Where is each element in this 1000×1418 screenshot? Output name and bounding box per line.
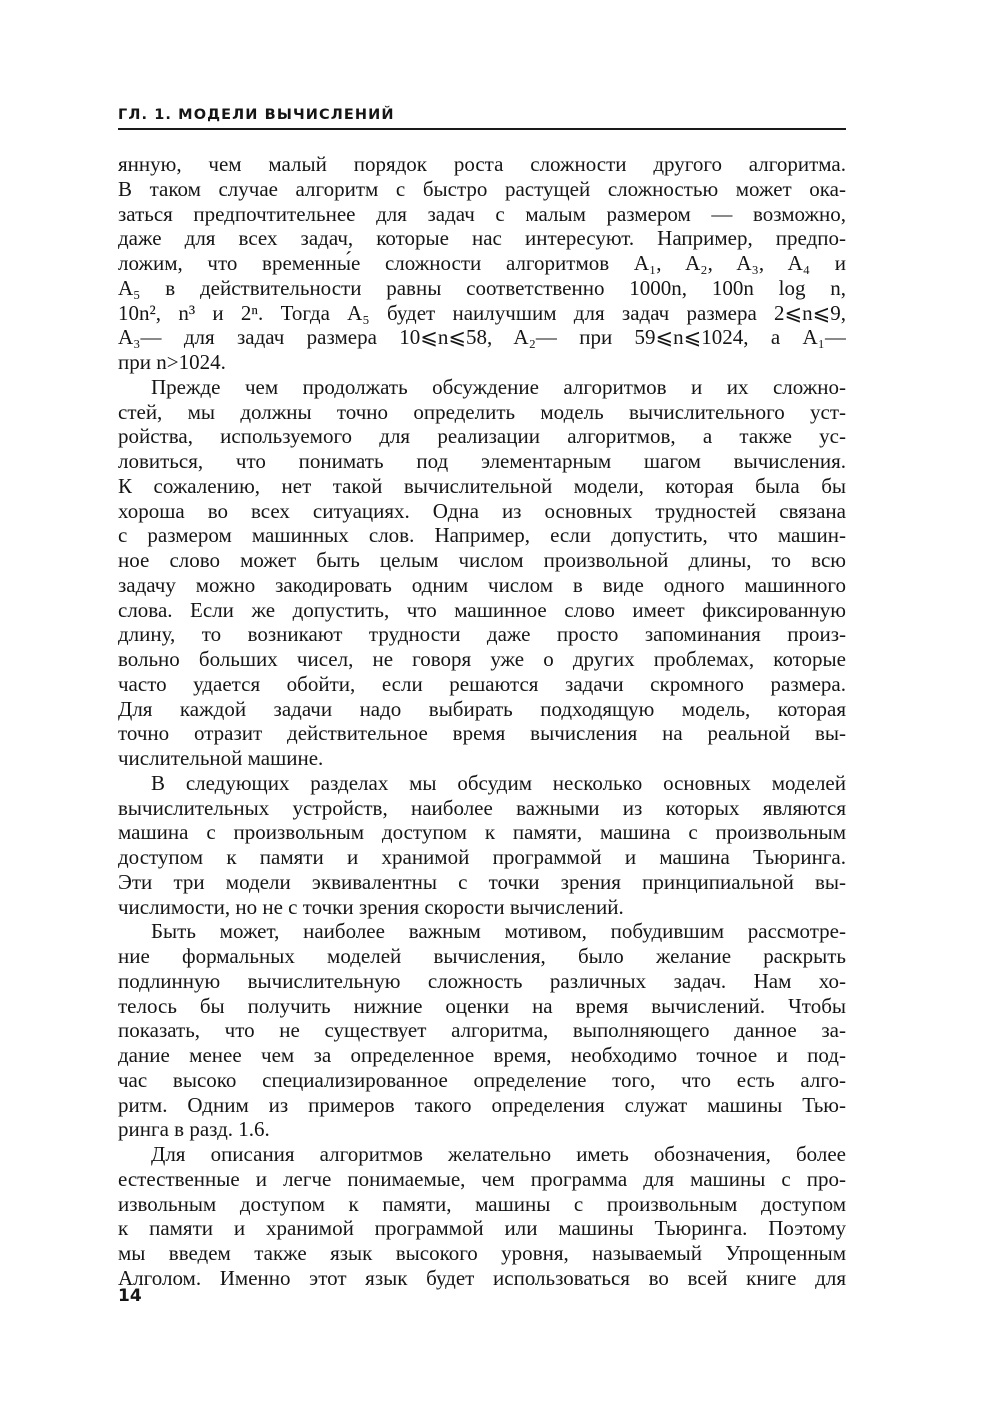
- text-line: показать, что не существует алгоритма, выполняющего данное за-: [118, 1018, 846, 1043]
- text-line: слова. Если же допустить, что машинное слово имеет фиксированную: [118, 597, 846, 622]
- text-line: Для описания алгоритмов желательно иметь обозначения, более: [151, 1142, 846, 1166]
- page-number: 14: [118, 1286, 142, 1306]
- text-line: естественные и легче понимаемые, чем программа для машины с про-: [118, 1166, 846, 1191]
- text-line: часто удается обойти, если решаются задачи скромного размера.: [118, 671, 846, 696]
- text-line: числительной машине.: [118, 746, 324, 770]
- text-line: телось бы получить нижние оценки на время вычислений. Чтобы: [118, 993, 846, 1018]
- text-line: с размером машинных слов. Например, если допустить, что машин-: [118, 523, 846, 548]
- text-line: стей, мы должны точно определить модель вычислительного уст-: [118, 399, 846, 424]
- text-line: извольным доступом к памяти, машины с произвольным доступом: [118, 1191, 846, 1216]
- text-line: задачу можно закодировать одним числом в виде одного машинного: [118, 572, 846, 597]
- text-line: вольно больших чисел, не говоря уже о других проблемах, которые: [118, 647, 846, 671]
- text-line: заться предпочтительнее для задач с малым размером — возможно,: [118, 201, 846, 226]
- text-line: янную, чем малый порядок роста сложности другого алгоритма.: [118, 152, 846, 176]
- text-line: ринга в разд. 1.6.: [118, 1117, 270, 1142]
- text-line: A₃— для задач размера 10⩽n⩽58, A₂— при 59⩽n⩽1024, а A₁—: [118, 325, 846, 350]
- text-line: ритм. Одним из примеров такого определения служат машины Тью-: [118, 1092, 846, 1117]
- running-head: [118, 106, 846, 130]
- text-line: A₅ в действительности равны соответственно 1000n, 100n log n,: [118, 275, 846, 300]
- text-line: вычислительных устройств, наиболее важными из которых являются: [118, 795, 846, 820]
- text-line: длину, то возникают трудности даже просто запоминания произ-: [118, 622, 846, 647]
- text-line: 10n², n³ и 2ⁿ. Тогда A₅ будет наилучшим для задач размера 2⩽n⩽9,: [118, 300, 846, 325]
- text-line: ложим, что временны́е сложности алгоритмов A₁, A₂, A₃, A₄ и: [118, 251, 846, 275]
- body-text: [118, 152, 846, 1291]
- text-line: даже для всех задач, которые нас интересуют. Например, предпо-: [118, 226, 846, 251]
- text-line: В следующих разделах мы обсудим несколько основных моделей: [151, 770, 846, 795]
- text-line: ное слово может быть целым числом произвольной длины, то всю: [118, 548, 846, 572]
- text-line: дание менее чем за определенное время, необходимо точное и под-: [118, 1043, 846, 1067]
- text-line: к памяти и хранимой программой или машины Тьюринга. Поэтому: [118, 1216, 846, 1241]
- text-line: ройства, используемого для реализации алгоритмов, а также ус-: [118, 424, 846, 449]
- text-line: Прежде чем продолжать обсуждение алгоритмов и их сложно-: [151, 374, 846, 399]
- text-line: час высоко специализированное определение того, что есть алго-: [118, 1067, 846, 1092]
- text-line: машина с произвольным доступом к памяти, машина с произвольным: [118, 820, 846, 845]
- text-line: Алголом. Именно этот язык будет использоваться во всей книге для: [118, 1265, 846, 1290]
- text-line: Для каждой задачи надо выбирать подходящую модель, которая: [118, 696, 846, 721]
- text-line: ние формальных моделей вычисления, было желание раскрыть: [118, 944, 846, 968]
- text-line: числимости, но не с точки зрения скорости вычислений.: [118, 894, 624, 919]
- text-line: ловиться, что понимать под элементарным шагом вычисления.: [118, 449, 846, 473]
- text-line: Эти три модели эквивалентны с точки зрения принципиальной вы-: [118, 869, 846, 894]
- text-line: В таком случае алгоритм с быстро растущей сложностью может ока-: [118, 176, 846, 201]
- text-line: точно отразит действительное время вычисления на реальной вы-: [118, 721, 846, 746]
- text-line: К сожалению, нет такой вычислительной модели, которая была бы: [118, 473, 846, 498]
- text-line: при n>1024.: [118, 350, 226, 374]
- text-line: хороша во всех ситуациях. Одна из основных трудностей связана: [118, 498, 846, 523]
- running-title: ГЛ. 1. МОДЕЛИ ВЫЧИСЛЕНИЙ: [118, 107, 395, 123]
- text-line: мы введем также язык высокого уровня, называемый Упрощенным: [118, 1241, 846, 1265]
- text-line: подлинную вычислительную сложность различных задач. Нам хо-: [118, 968, 846, 993]
- text-line: Быть может, наиболее важным мотивом, побудившим рассмотре-: [151, 919, 846, 944]
- text-line: доступом к памяти и хранимой программой и машина Тьюринга.: [118, 845, 846, 869]
